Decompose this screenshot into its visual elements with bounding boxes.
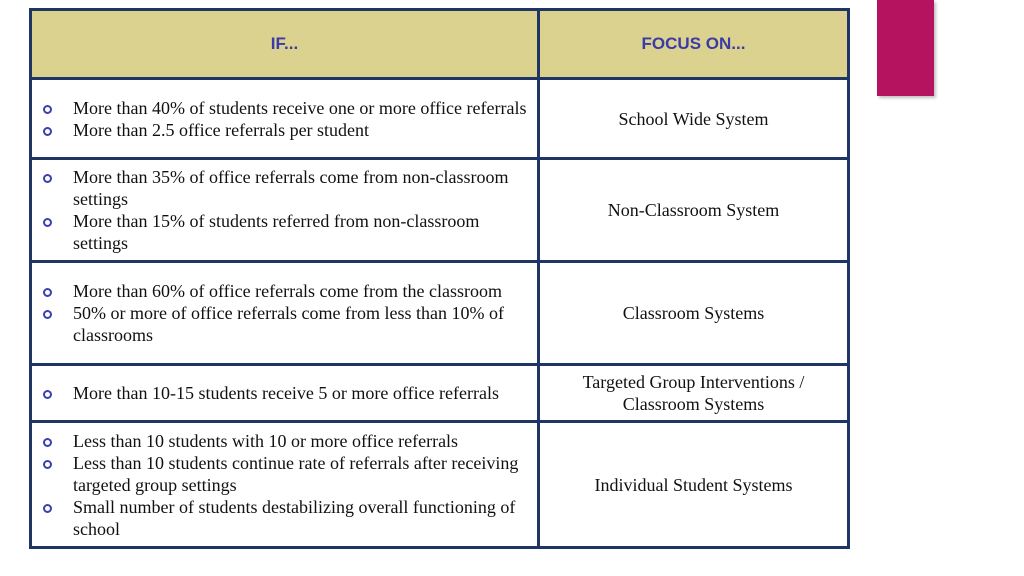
circle-bullet-icon: [43, 310, 52, 319]
condition-text: 50% or more of office referrals come from less than 10% of classrooms: [73, 303, 505, 345]
list-item: [36, 430, 529, 452]
focus-cell: Targeted Group Interventions / Classroom Systems: [539, 365, 849, 422]
conditions-cell: [31, 422, 539, 548]
table-row: [31, 262, 849, 365]
focus-cell: Non-Classroom System: [539, 159, 849, 262]
focus-cell: Classroom Systems: [539, 262, 849, 365]
table-header-row: [31, 10, 849, 79]
conditions-list: [36, 430, 529, 540]
condition-text: More than 40% of students receive one or more office referrals: [73, 97, 527, 118]
table-row: [31, 159, 849, 262]
condition-text: Small number of students destabilizing overall functioning of school: [73, 496, 516, 539]
table-row: [31, 79, 849, 159]
table-row: [31, 365, 849, 422]
list-item: [36, 97, 529, 119]
table-row: [31, 422, 849, 548]
condition-text: Less than 10 students with 10 or more office referrals: [73, 430, 459, 451]
header-focus-on: FOCUS ON...: [539, 10, 849, 79]
focus-cell: School Wide System: [539, 79, 849, 159]
focus-cell: Individual Student Systems: [539, 422, 849, 548]
list-item: [36, 166, 529, 210]
list-item: [36, 119, 529, 141]
condition-text: More than 10-15 students receive 5 or more office referrals: [73, 383, 499, 403]
circle-bullet-icon: [43, 174, 52, 183]
if-focus-table: [29, 8, 850, 549]
circle-bullet-icon: [43, 218, 52, 227]
list-item: [36, 382, 529, 404]
condition-text: More than 2.5 office referrals per student: [73, 119, 370, 140]
conditions-cell: [31, 262, 539, 365]
list-item: [36, 452, 529, 496]
conditions-list: [36, 382, 529, 404]
condition-text: More than 35% of office referrals come from non-classroom settings: [73, 167, 509, 209]
conditions-list: [36, 280, 529, 346]
conditions-list: [36, 166, 529, 254]
condition-text: More than 60% of office referrals come from the classroom: [73, 281, 503, 301]
circle-bullet-icon: [43, 504, 52, 513]
header-if: IF...: [31, 10, 539, 79]
list-item: [36, 210, 529, 254]
circle-bullet-icon: [43, 288, 52, 297]
conditions-cell: [31, 365, 539, 422]
decorative-accent-bar: [877, 0, 934, 96]
circle-bullet-icon: [43, 390, 52, 399]
circle-bullet-icon: [43, 127, 52, 136]
list-item: [36, 280, 529, 302]
circle-bullet-icon: [43, 460, 52, 469]
circle-bullet-icon: [43, 105, 52, 114]
circle-bullet-icon: [43, 438, 52, 447]
list-item: [36, 496, 529, 540]
conditions-cell: [31, 159, 539, 262]
condition-text: Less than 10 students continue rate of referrals after receiving targeted group settings: [73, 452, 519, 495]
condition-text: More than 15% of students referred from non-classroom settings: [73, 211, 480, 253]
list-item: [36, 302, 529, 346]
conditions-list: [36, 97, 529, 141]
conditions-cell: [31, 79, 539, 159]
